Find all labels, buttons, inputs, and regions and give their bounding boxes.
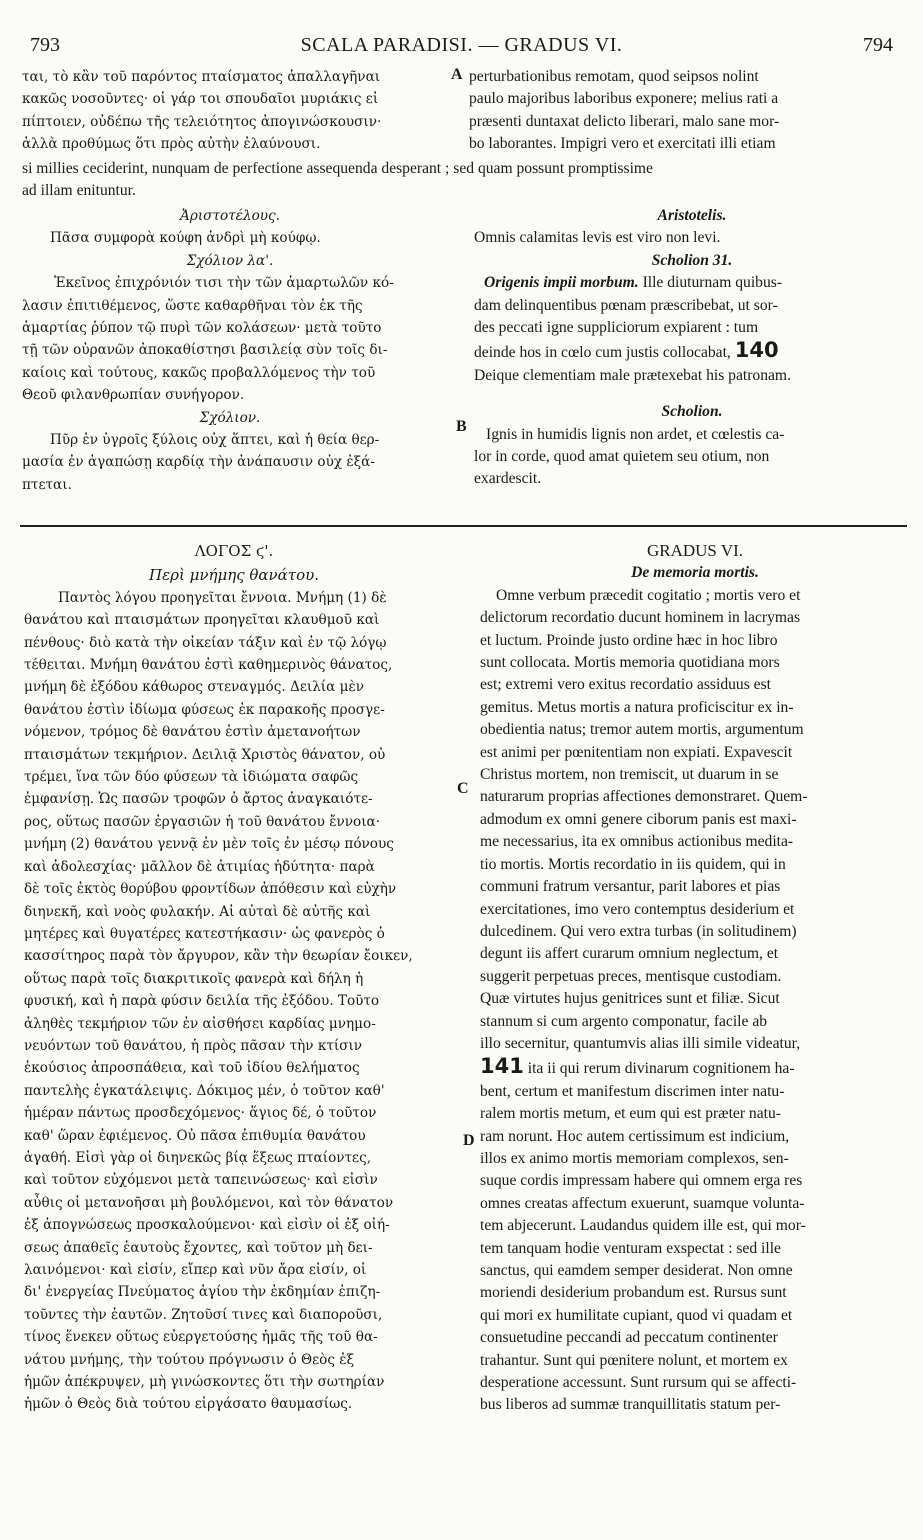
- text-line: est animi per pœnitentiam non expiati. Expavescit: [480, 743, 793, 761]
- text-line: ad illam enituntur.: [22, 182, 136, 200]
- top-greek-column: [22, 205, 450, 496]
- text-line: ἀλλὰ προθύμως ὅτι πρὸς αὐτὴν ἐλαύνουσι.: [22, 136, 321, 153]
- margin-letter-a: A: [451, 66, 463, 83]
- text-line: παντελὴς ἐγκατάλειψις. Δόκιμος μέν, ὁ τοῦτον καθ': [24, 1082, 385, 1099]
- text-line: Θεοῦ φιλανθρωπίαν συνήγορον.: [22, 387, 245, 404]
- text-line: ἐμφανίσῃ. Ὡς πασῶν τροφῶν ὁ ἄρτος ἀναγκαιότε-: [24, 791, 373, 808]
- text-line: δι' ἐνεργείας Πνεύματος ἁγίου τὴν ἐκδημίαν ἐπιζη-: [24, 1284, 381, 1301]
- text-line: paulo majoribus laboribus exponere; melius rati a: [469, 90, 779, 108]
- text-line: des peccati igne suppliciorum expiarent : tum: [474, 319, 759, 337]
- margin-letter-b: B: [456, 418, 467, 435]
- text-line: bent, certum et manifestum discrimen inter natu-: [480, 1082, 785, 1100]
- text-line: Πῦρ ἐν ὑγροῖς ξύλοις οὐχ ἅπτει, καὶ ἡ θεία θερ-: [50, 432, 380, 449]
- text-line: obedientia natus; tremor autem mortis, argumentum: [480, 721, 804, 739]
- text-line: τίνος ἕνεκεν οὕτως εὐεργετούσης ἡμᾶς τῆς τοῦ θα-: [24, 1329, 378, 1346]
- text-line: præsenti duntaxat delicto liberari, malo sane mor-: [469, 112, 780, 130]
- text-line: omnes creatas affectum exuerunt, suamque volunta-: [480, 1194, 805, 1212]
- text-line: [480, 1055, 910, 1080]
- text-line: νάτου μνήμης, τὴν τούτου πρόγνωσιν ὁ Θεὸς ἐξ: [24, 1351, 355, 1368]
- text-line: ται, τὸ κἂν τοῦ παρόντος πταίσματος ἀπαλλαγῆναι: [22, 69, 381, 85]
- text-line: ralem mortis metum, et eum qui est præter natu-: [480, 1105, 781, 1123]
- text-line: πένθους· διὸ κατὰ τὴν οἰκείαν τάξιν καὶ ἐν τῷ λόγῳ: [24, 634, 387, 651]
- text-line: οὕτως παρὰ τοῖς διακριτικοῖς φανερὰ καὶ δήλη ἡ: [24, 970, 364, 987]
- text-line: si millies ceciderint, nunquam de perfectione assequenda desperant ; sed quam possunt promptissime: [22, 160, 653, 177]
- margin-letter-c: C: [457, 780, 469, 797]
- text-line: et luctum. Proinde justo ordine hæc in hoc libro: [480, 631, 778, 649]
- section-heading: Aristotelis.: [657, 207, 727, 224]
- text-line: communi fratrum versantur, parit labores et pias: [480, 878, 781, 896]
- text-line: μασία ἐν ἀγαπώσῃ καρδίᾳ τὴν ἀνάπαυσιν οὐχ ἐξά-: [22, 454, 375, 471]
- text-line: perturbationibus remotam, quod seipsos nolint: [469, 68, 759, 85]
- text-line: διηνεκῆ, καὶ νοὸς φυλακήν. Αἱ αὐταὶ δὲ αὐτῆς καὶ: [24, 903, 371, 920]
- text-line: consuetudine peccandi ad peccatum continenter: [480, 1329, 778, 1347]
- text-line: τέθειται. Μνήμη θανάτου ἐστὶ καθημερινὸς θάνατος,: [24, 657, 393, 674]
- text-line: σεως ἀπαθεῖς ἑαυτοὺς ἔχοντες, καὶ τοῦτον μὴ δει-: [24, 1239, 373, 1256]
- text-line: lor in corde, quod amat quietem seu otium, non: [474, 448, 770, 466]
- text-line: ἀγαθή. Εἰσὶ γὰρ οἱ διηνεκῶς βίᾳ ἕξεως πταίοντες,: [24, 1149, 372, 1166]
- text-line: ἡμέραν πάντως προσδεχόμενος· ἅγιος δέ, ὁ τοῦτον: [24, 1105, 377, 1122]
- top-latin-column: [474, 205, 910, 491]
- text-line: ἐξ ἀπογνώσεως προσκαλούμενοι· καὶ εἰσὶν οἱ ἐξ οἰή-: [24, 1217, 390, 1234]
- text-line: δὲ τοῖς ἐκτὸς θορύβου φροντίδων ἀπόθεσιν καὶ εὐχὴν: [24, 881, 397, 898]
- text-line: πίπτοιεν, οὐδέπω τῆς τελειότητος ἀπογινώσκουσιν·: [22, 113, 382, 130]
- section-heading: Ἀριστοτέλους.: [180, 208, 280, 224]
- text-line: μνήμη (2) θανάτου γεννᾷ ἐν μὲν τοῖς ἐν μέσῳ πόνους: [24, 836, 394, 853]
- text-line: ἁμαρτίας ῥύπον τῷ πυρὶ τῶν κολάσεων· μετὰ τοῦτο: [22, 320, 382, 337]
- text-line: Ignis in humidis lignis non ardet, et cœlestis ca-: [486, 425, 785, 443]
- text-line: naturarum proprias affectiones demonstraret. Quem-: [480, 788, 808, 806]
- text-line: ρος, οὕτως πασῶν ἐργασιῶν ἡ τοῦ θανάτου ἔννοια·: [24, 813, 381, 830]
- text-line: καὶ ἀδολεσχίας· μᾶλλον δὲ ἀτιμίας ἡδύτητα· παρὰ: [24, 858, 375, 875]
- text-line: τρέμει, ἵνα τῶν δύο φύσεων τὰ ἰδιώματα σαφῶς: [24, 769, 359, 786]
- text-line: θανάτου καὶ πταισμάτων προηγεῖται κλαυθμοῦ καὶ: [24, 612, 380, 629]
- text-line: admodum ex omni genere ciborum panis est maxi-: [480, 810, 797, 828]
- bottom-latin-column: [480, 540, 910, 1417]
- text-line: Christus mortem, non tremiscit, ut duarum in se: [480, 766, 779, 784]
- page-number-right: 794: [863, 34, 893, 56]
- chapter-title-latin: GRADUS VI.: [646, 541, 744, 560]
- text-line: πτεται.: [22, 476, 72, 493]
- text-line: exardescit.: [474, 470, 542, 488]
- text-line: suque cordis impressam habere qui omnem erga res: [480, 1172, 803, 1190]
- text-line: tio mortis. Mortis recordatio in iis quidem, qui in: [480, 855, 786, 873]
- page-marker-141: 141: [480, 1055, 524, 1079]
- text-line: τοῦντες τὴν ἑαυτῶν. Ζητοῦσί τινες καὶ διαποροῦσι,: [24, 1306, 383, 1323]
- text-line: moriendi desiderium probandum est. Rursus sunt: [480, 1284, 787, 1302]
- running-title: SCALA PARADISI. — GRADUS VI.: [300, 34, 623, 56]
- text-line: μητέρες καὶ θυγατέρες κατεστήκασιν· ὡς φανερὸς ὁ: [24, 925, 385, 942]
- text-line: λασιν ἐπιτιθέμενος, ὥστε καθαρθῆναι τὸν ἐκ τῆς: [22, 297, 363, 314]
- text-line: Quæ virtutes hujus genitrices sunt et filiæ. Sicut: [480, 990, 780, 1008]
- chapter-subtitle-greek: Περὶ μνήμης θανάτου.: [149, 566, 319, 585]
- text-line: τῇ τῶν οὐρανῶν ἀποκαθίστησι βασιλείᾳ σὺν τοῖς δι-: [22, 342, 388, 359]
- inline-heading: Origenis impii morbum.: [484, 274, 639, 292]
- text-line: θανάτου ἐστὶν ἰδίωμα φύσεως ἐκ παρακοῆς προσγε-: [24, 701, 385, 718]
- text-line: stannum si cum argento componatur, facile ab: [480, 1012, 768, 1030]
- text-line: ἡμῶν ὁ Θεὸς διὰ τούτου εἰργάσατο θαυμασίως.: [24, 1396, 353, 1413]
- greek-body: [24, 587, 458, 1416]
- text-line: λαινόμενοι· καὶ εἰσίν, εἴπερ καὶ νῦν ἄρα εἰσίν, οἱ: [24, 1262, 367, 1278]
- text-line: νόμενον, τρόμος δὲ θανάτου ἐστὶν ἀμετανοήτων: [24, 724, 361, 741]
- text-line: suggerit perpetuas preces, mentisque custodiam.: [480, 967, 782, 985]
- text-line: ram norunt. Hoc autem certissimum est indicium,: [480, 1127, 790, 1145]
- text-line: gemitus. Metus mortis a natura proficiscitur ex in-: [480, 698, 794, 716]
- text-line: exercitationes, imo vero contemptus desiderium et: [480, 900, 795, 918]
- running-head: [30, 34, 893, 58]
- text-line: ἡμῶν ἀπέκρυψεν, μὴ γινώσκοντες ὅτι τὴν σωτηρίαν: [24, 1374, 385, 1391]
- text-line: ἑκούσιος ἀπροσπάθεια, καὶ τοῦ ἰδίου θελήματος: [24, 1060, 360, 1077]
- chapter-title-greek: ΛΟΓΟΣ ϛ'.: [194, 542, 274, 560]
- text-line: [474, 339, 910, 364]
- margin-letter-d: D: [463, 1132, 475, 1149]
- chapter-subtitle-latin: De memoria mortis.: [631, 564, 759, 582]
- text-line: illo secernitur, quantumvis alias illi simile videatur,: [480, 1034, 801, 1052]
- section-heading: Σχόλιον λα'.: [186, 252, 274, 269]
- text-line: κακῶς νοσοῦντες· οἱ γάρ τοι σπουδαῖοι μυριάκις εἰ: [22, 91, 379, 108]
- text-line: bo laborantes. Impigri vero et exercitati illi etiam: [469, 135, 776, 153]
- text-line: desperatione accessunt. Sunt rursum qui se affecti-: [480, 1374, 797, 1392]
- text-line: [484, 272, 910, 294]
- text-line: αὖθις οἱ μετανοῆσαι μὴ βουλόμενοι, καὶ τὸν θάνατον: [24, 1194, 394, 1211]
- text-line: Ἐκεῖνος ἐπιχρόνιόν τισι τὴν τῶν ἁμαρτωλῶν κό-: [54, 275, 394, 292]
- text-fragment: ita ii qui rerum divinarum cognitionem ha-: [527, 1060, 795, 1078]
- text-line: dulcedinem. Qui vero extra turbas (in solitudinem): [480, 922, 797, 940]
- text-line: φυσική, καὶ ἡ παρὰ φύσιν δειλία τῆς ἐξόδου. Τοῦτο: [24, 993, 380, 1010]
- text-line: trahantur. Sunt qui pœnitere nolunt, et mortem ex: [480, 1351, 788, 1369]
- text-line: πταισμάτων τεκμήριον. Δειλιᾷ Χριστὸς θάνατον, οὐ: [24, 746, 386, 763]
- section-divider: [20, 525, 907, 527]
- text-line: Omnis calamitas levis est viro non levi.: [474, 229, 721, 247]
- page-number-left: 793: [30, 34, 60, 56]
- page-marker-140: 140: [734, 339, 779, 363]
- text-line: καὶ τοῦτον εὐχόμενοι μετὰ ταπεινώσεως· καὶ εἰσὶν: [24, 1172, 378, 1189]
- top-greek-continuation: [22, 66, 452, 156]
- bottom-greek-column: [24, 540, 458, 1416]
- section-heading: Σχόλιον.: [199, 409, 261, 426]
- text-line: καίοις καὶ τούτους, κακῶς προβαλλόμενος τὴν τοῦ: [22, 364, 376, 381]
- text-line: μνήμη δὲ ἐξόδου κάθωρος στεναγμός. Δειλία μὲν: [24, 679, 365, 696]
- text-line: Παντὸς λόγου προηγεῖται ἔννοια. Μνήμη (1) δὲ: [58, 589, 387, 606]
- text-line: sanctus, qui eamdem semper desiderat. Non omne: [480, 1262, 793, 1279]
- text-line: est; extremi vero exitus recordatio assiduus est: [480, 676, 772, 694]
- section-heading: Scholion 31.: [651, 251, 733, 269]
- top-latin-continuation: [469, 66, 909, 156]
- text-line: illos ex animo mortis memoriam complexos, sen-: [480, 1149, 789, 1167]
- section-heading: Scholion.: [661, 403, 723, 421]
- text-line: bus liberos ad summæ tranquillitatis statum per-: [480, 1396, 781, 1414]
- text-line: καθ' ὥραν ἐφιέμενος. Οὐ πᾶσα ἐπιθυμία θανάτου: [24, 1127, 366, 1144]
- text-fragment: Ille diuturnam quibus-: [642, 274, 783, 292]
- text-line: Πᾶσα συμφορὰ κούφη ἀνδρὶ μὴ κούφῳ.: [50, 230, 321, 247]
- text-line: me necessarius, ita ex omnibus actionibus medita-: [480, 833, 794, 851]
- text-fragment: deinde hos in cœlo cum justis collocabat,: [474, 344, 731, 362]
- text-line: νευόντων τοῦ θανάτου, ἡ πρὸς πᾶσαν τὴν κτίσιν: [24, 1037, 363, 1054]
- text-line: sunt collocata. Mortis memoria quotidiana mors: [480, 654, 780, 672]
- text-line: degunt iis affert curarum omnium neglectum, et: [480, 945, 779, 963]
- text-line: dam delinquentibus pœnam præscribebat, ut sor-: [474, 296, 778, 314]
- text-line: tem abjecerunt. Laudandus quidem ille est, qui mor-: [480, 1217, 806, 1235]
- text-line: tem tanquam hodie venturam exspectat : sed ille: [480, 1239, 781, 1257]
- text-line: Omne verbum præcedit cogitatio ; mortis vero et: [496, 586, 801, 604]
- text-line: qui mori ex humilitate cupiant, quod vi quadam et: [480, 1306, 793, 1324]
- text-line: delictorum recordatio ducunt hominem in lacrymas: [480, 609, 801, 627]
- text-line: κασσίτηρος παρὰ τὸν ἄργυρον, κἂν τὴν θεωρίαν ἔοικεν,: [24, 948, 413, 965]
- text-line: Deique clementiam male prætexebat his patronam.: [474, 366, 791, 384]
- text-line: ἀληθὲς τεκμήριον τῶν ἐν αἰσθήσει καρδίας μνημο-: [24, 1015, 376, 1032]
- top-fullwidth-lines: [22, 158, 912, 203]
